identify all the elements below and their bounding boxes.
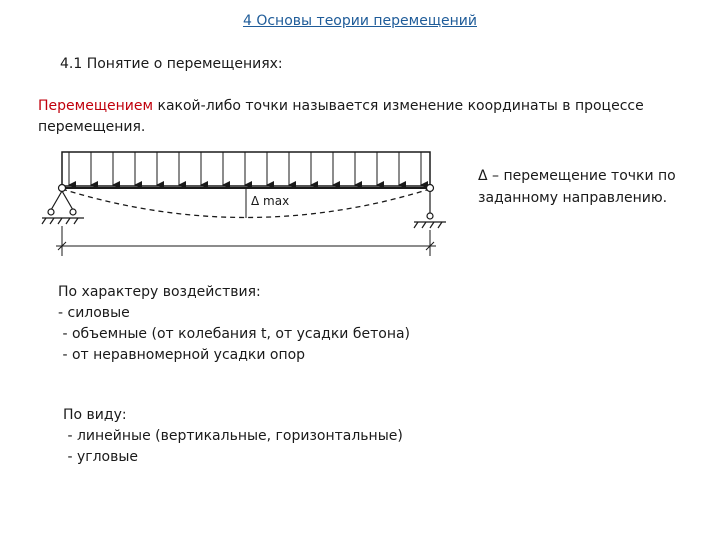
span-dimension [56,226,436,256]
by-type-heading: По виду: [63,407,127,423]
delta-note-line2: заданному направлению. [478,190,668,206]
right-roller-support [414,185,446,229]
delta-note [478,165,676,209]
by-character-heading: По характеру воздействия: [58,284,261,300]
list-item: - от неравномерной усадки опор [58,347,306,363]
definition-text: какой-либо точки называется изменение координаты в процессе перемещения. [38,98,644,135]
list-item: - угловые [63,449,139,465]
dmax-label: Δ max [251,194,290,208]
load-arrows [69,152,421,185]
list-item: - объемные (от колебания t, от усадки бетона) [58,326,411,342]
page-title: 4 Основы теории перемещений [242,13,477,29]
distributed-load-frame [62,152,430,186]
by-type-block [63,405,403,468]
list-item: - силовые [58,305,130,321]
beam-diagram [38,148,448,258]
definition-paragraph [38,96,698,138]
list-item: - линейные (вертикальные, горизонтальные) [63,428,403,444]
delta-note-line1: Δ – перемещение точки по [478,168,676,184]
definition-term: Перемещением [38,98,154,114]
left-pin-support [42,185,84,225]
by-character-block [58,282,410,366]
section-subtitle: 4.1 Понятие о перемещениях: [60,56,283,72]
